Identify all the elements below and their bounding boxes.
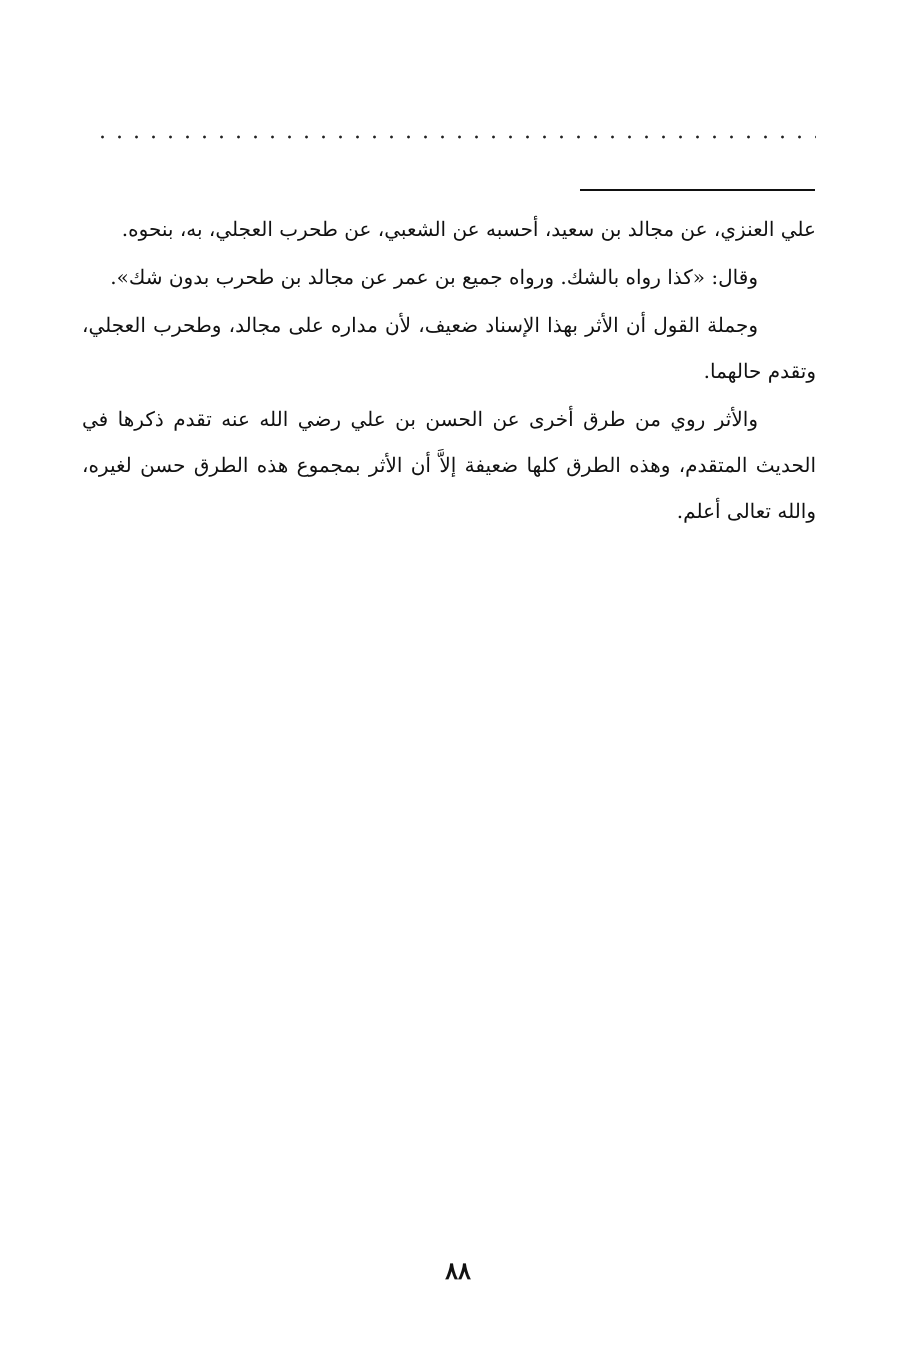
dotted-separator	[94, 132, 816, 142]
footnote-paragraph: وجملة القول أن الأثر بهذا الإسناد ضعيف، لأن مداره على مجالد، وطحرب العجلي، وتقدم حالهما.	[82, 313, 816, 383]
footnote-paragraph: والأثر روي من طرق أخرى عن الحسن بن علي رضي الله عنه تقدم ذكرها في الحديث المتقدم، وهذه الطرق كلها ضعيفة إلاَّ أن الأثر بمجموع هذه الطرق حسن لغيره، والله تعالى أعلم.	[82, 407, 816, 523]
footnote-text	[82, 206, 816, 536]
footnote-paragraph: علي العنزي، عن مجالد بن سعيد، أحسبه عن الشعبي، عن طحرب العجلي، به، بنحوه.	[121, 217, 816, 241]
footnote-paragraph: وقال: «كذا رواه بالشك. ورواه جميع بن عمر عن مجالد بن طحرب بدون شك».	[110, 265, 758, 289]
page-number: ٨٨	[445, 1256, 471, 1285]
footnote-rule	[580, 189, 815, 191]
